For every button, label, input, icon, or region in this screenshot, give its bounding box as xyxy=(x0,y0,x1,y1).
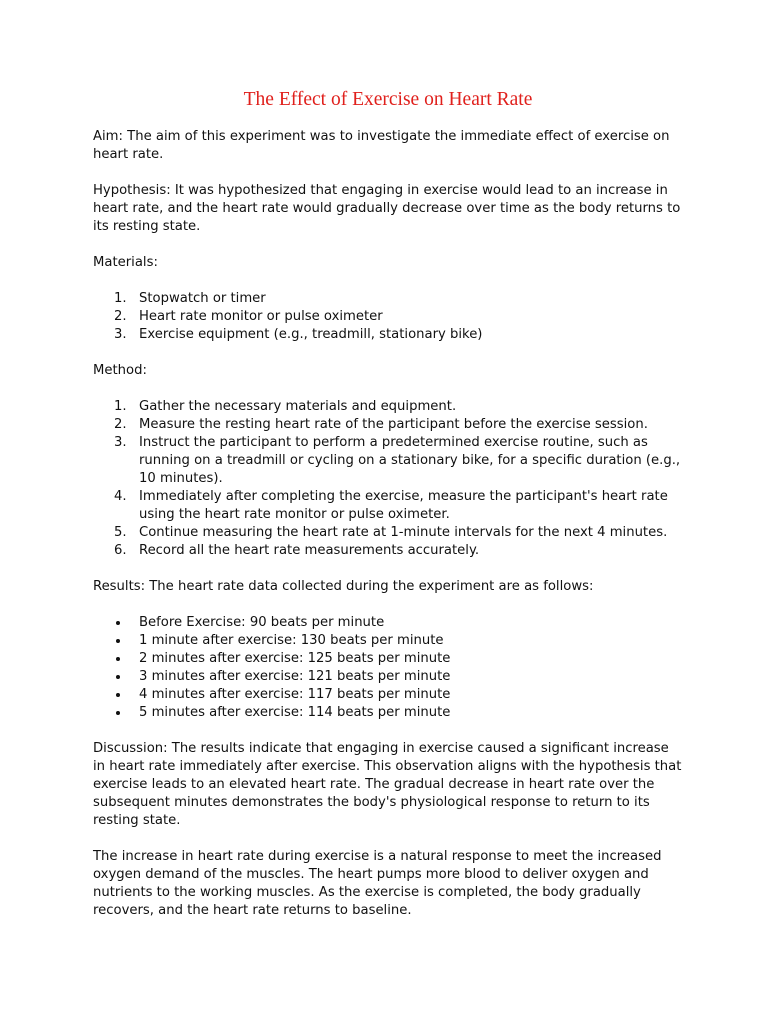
list-number: 5. xyxy=(114,525,127,540)
list-item xyxy=(93,542,683,560)
bullet-icon xyxy=(116,711,120,715)
list-item-text: Measure the resting heart rate of the participant before the exercise session. xyxy=(139,417,648,432)
document-content xyxy=(93,88,683,938)
list-item xyxy=(93,290,683,308)
bullet-icon xyxy=(116,621,120,625)
aim-paragraph: Aim: The aim of this experiment was to investigate the immediate effect of exercise on heart rate. xyxy=(93,129,670,162)
list-item-text: 1 minute after exercise: 130 beats per minute xyxy=(139,633,444,648)
list-item xyxy=(93,632,683,650)
list-number: 3. xyxy=(114,435,127,450)
list-item xyxy=(93,614,683,632)
list-item-text: Exercise equipment (e.g., treadmill, stationary bike) xyxy=(139,327,483,342)
materials-list xyxy=(93,290,683,344)
list-item-text: 3 minutes after exercise: 121 beats per minute xyxy=(139,669,451,684)
document-title: The Effect of Exercise on Heart Rate xyxy=(243,89,533,110)
list-item-text: Before Exercise: 90 beats per minute xyxy=(139,615,385,630)
results-list xyxy=(93,614,683,722)
list-item xyxy=(93,416,683,434)
bullet-icon xyxy=(116,639,120,643)
materials-label: Materials: xyxy=(93,255,158,270)
list-number: 2. xyxy=(114,417,127,432)
list-item xyxy=(93,434,683,488)
list-item xyxy=(93,524,683,542)
list-number: 3. xyxy=(114,327,127,342)
list-item xyxy=(93,398,683,416)
list-item xyxy=(93,686,683,704)
list-item-text: Heart rate monitor or pulse oximeter xyxy=(139,309,383,324)
list-item xyxy=(93,326,683,344)
list-item-text: 2 minutes after exercise: 125 beats per minute xyxy=(139,651,451,666)
list-number: 1. xyxy=(114,399,127,414)
list-item-text: Record all the heart rate measurements accurately. xyxy=(139,543,480,558)
conclusion-paragraph: The increase in heart rate during exercise is a natural response to meet the increased oxygen demand of the muscles. The heart pumps more blood to deliver oxygen and nutrients to the working muscles. As the exercise is completed, the body gradually recovers, and the heart rate returns to baseline. xyxy=(93,849,662,918)
list-number: 2. xyxy=(114,309,127,324)
method-label: Method: xyxy=(93,363,147,378)
list-item xyxy=(93,308,683,326)
list-item-text: 4 minutes after exercise: 117 beats per minute xyxy=(139,687,451,702)
list-item xyxy=(93,668,683,686)
list-item-text: Instruct the participant to perform a predetermined exercise routine, such as running on a treadmill or cycling on a stationary bike, for a specific duration (e.g., 10 minutes). xyxy=(139,435,681,486)
list-item-text: Stopwatch or timer xyxy=(139,291,266,306)
list-number: 4. xyxy=(114,489,127,504)
bullet-icon xyxy=(116,693,120,697)
bullet-icon xyxy=(116,657,120,661)
bullet-icon xyxy=(116,675,120,679)
discussion-paragraph: Discussion: The results indicate that engaging in exercise caused a significant increase in heart rate immediately after exercise. This observation aligns with the hypothesis that exercise leads to an elevated heart rate. The gradual decrease in heart rate over the subsequent minutes demonstrates the body's physiological response to return to its resting state. xyxy=(93,741,682,828)
list-number: 6. xyxy=(114,543,127,558)
hypothesis-paragraph: Hypothesis: It was hypothesized that engaging in exercise would lead to an increase in heart rate, and the heart rate would gradually decrease over time as the body returns to its resting state. xyxy=(93,183,681,234)
list-item-text: 5 minutes after exercise: 114 beats per minute xyxy=(139,705,451,720)
list-item-text: Gather the necessary materials and equipment. xyxy=(139,399,457,414)
list-item-text: Continue measuring the heart rate at 1-minute intervals for the next 4 minutes. xyxy=(139,525,668,540)
method-list xyxy=(93,398,683,560)
list-number: 1. xyxy=(114,291,127,306)
list-item xyxy=(93,488,683,524)
list-item xyxy=(93,650,683,668)
list-item xyxy=(93,704,683,722)
list-item-text: Immediately after completing the exercise, measure the participant's heart rate using the heart rate monitor or pulse oximeter. xyxy=(139,489,668,522)
results-intro: Results: The heart rate data collected during the experiment are as follows: xyxy=(93,579,594,594)
